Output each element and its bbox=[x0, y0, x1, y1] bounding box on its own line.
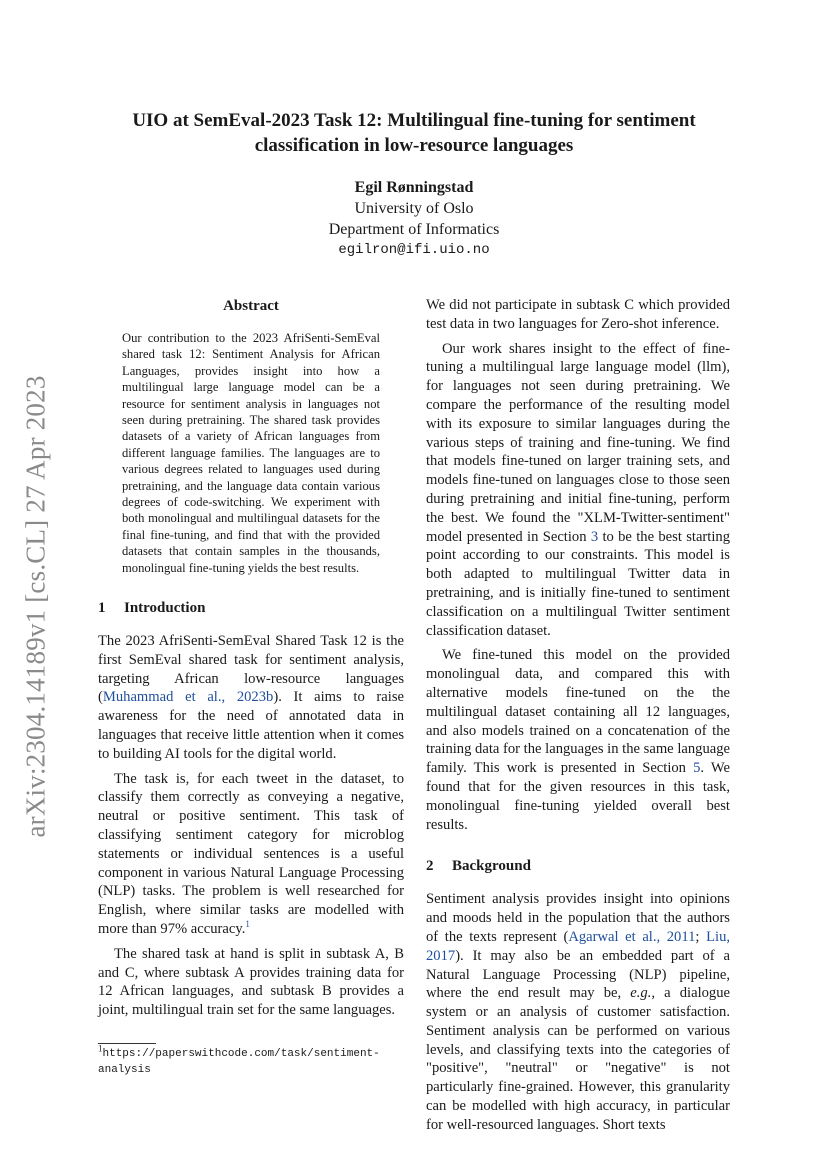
section-heading-introduction bbox=[98, 598, 404, 618]
paper-title bbox=[98, 108, 730, 158]
footnote-number: 1 bbox=[98, 1043, 103, 1054]
right-paragraph-2: Our work shares insight to the effect of fine-tuning a multilingual large language model (llm), for languages not seen during pretraining. We compare the performance of the resulting model with its exposure to similar languages during the various steps of training and fine-tuning. We find that models fine-tuned on larger training sets, and models fine-tuned on languages close to those seen during pretraining and initial fine-tuning, perform the best. We found the "XLM-Twitter-sentiment" model presented in Section 3 to be the best starting point according to our constraints. This model is both adapted to multilingual Twitter data in pretraining, and is initially fine-tuned to sentiment classification on a multilingual Twitter sentiment classification dataset. bbox=[426, 340, 730, 639]
title-line-1: UIO at SemEval-2023 Task 12: Multilingual fine-tuning for sentiment bbox=[132, 110, 696, 131]
intro-paragraph-1: The 2023 AfriSenti-SemEval Shared Task 12 is the first SemEval shared task for sentiment analysis, targeting African low-resource languages (Muhammad et al., 2023b). It aims to raise awareness for the need of annotated data in languages that receive little attention when it comes to building AI tools for the digital world. bbox=[98, 633, 404, 762]
intro-paragraph-2: The task is, for each tweet in the dataset, to classify them correctly as conveying a negative, neutral or positive sentiment. This task of classifying sentiment category for microblog statements or individual sentences is a useful component in various Natural Language Processing (NLP) tasks. The problem is well researched for English, where similar tasks are modelled with more than 97% accuracy.$^1$ bbox=[98, 770, 404, 938]
footnote-rule bbox=[98, 1043, 156, 1044]
citation-muhammad-2023b[interactable]: Muhammad et al., 2023b bbox=[102, 689, 274, 706]
section-ref-3[interactable]: 3 bbox=[590, 528, 599, 545]
author-block bbox=[98, 177, 730, 261]
section-title: Background bbox=[452, 858, 531, 875]
abstract-heading: Abstract bbox=[223, 298, 279, 314]
background-paragraph-1: Sentiment analysis provides insight into opinions and moods held in the population that the authors of the texts represent (Agarwal et al., 2011; Liu, 2017). It may also be an embedded part of a Natural Language Processing (NLP) pipeline, where the end result may be, e.g., a dialogue system or an analysis of customer satisfaction. Sentiment analysis can be performed on various levels, and classifying texts into the categories of "positive", "neutral" or "negative" is not particularly fine-grained. However, this granularity can be modelled with high accuracy, in particular for well-resourced languages. Short texts bbox=[426, 891, 731, 1133]
citation-liu-2017[interactable]: Liu, 2017 bbox=[426, 928, 731, 964]
intro-paragraph-3: The shared task at hand is split in subtask A, B and C, where subtask A provides training data for 12 African languages, and subtask B provides a joint, multilingual train set for the same languages. bbox=[98, 945, 404, 1019]
section-ref-5[interactable]: 5 bbox=[693, 760, 701, 777]
title-line-2: classification in low-resource languages bbox=[254, 135, 574, 156]
section-title: Introduction bbox=[124, 600, 206, 617]
section-heading-background bbox=[426, 856, 730, 876]
section-number: 1 bbox=[98, 600, 106, 617]
author-name: Egil Rønningstad bbox=[354, 179, 474, 196]
right-column bbox=[426, 296, 730, 1135]
section-number: 2 bbox=[426, 858, 434, 875]
emphasis-eg: e.g., bbox=[630, 985, 656, 1002]
footnote-mark[interactable]: 1 bbox=[245, 919, 250, 930]
arxiv-stamp-text: arXiv:2304.14189v1 [cs.CL] 27 Apr 2023 bbox=[20, 374, 51, 838]
left-column bbox=[98, 296, 404, 1020]
footnote bbox=[98, 1043, 404, 1078]
author-affiliation-department: Department of Informatics bbox=[328, 221, 500, 238]
author-affiliation-university: University of Oslo bbox=[354, 200, 474, 217]
citation-agarwal-2011[interactable]: Agarwal et al., 2011 bbox=[568, 928, 696, 945]
author-email[interactable]: egilron@ifi.uio.no bbox=[338, 242, 490, 258]
right-paragraph-1: We did not participate in subtask C which provided test data in two languages for Zero-shot inference. bbox=[426, 297, 730, 332]
arxiv-identifier-stamp bbox=[18, 363, 54, 849]
right-paragraph-3: We fine-tuned this model on the provided monolingual data, and compared this with alternative models fine-tuned on the the multilingual dataset containing all 12 languages, and also models trained on a concatenation of the training data for the languages in the same language family. This work is presented in Section 5. We found that for the given resources in this task, monolingual fine-tuning yielded overall best results. bbox=[426, 647, 730, 833]
abstract-text: Our contribution to the 2023 AfriSenti-SemEval shared task 12: Sentiment Analysis for African Languages, provides insight into how a multilingual large language model can be a resource for sentiment analysis in languages not seen during pretraining. The shared task provides datasets of a variety of African languages from different language families. The languages are to various degrees related to languages used during pretraining, and the language data contain various degrees of code-switching. We experiment with both monolingual and multilingual datasets for the final fine-tuning, and find that with the provided datasets that contain samples in the thousands, monolingual fine-tuning yields the best results. bbox=[122, 331, 380, 575]
footnote-url[interactable]: https://paperswithcode.com/task/sentiment-analysis bbox=[98, 1048, 380, 1076]
